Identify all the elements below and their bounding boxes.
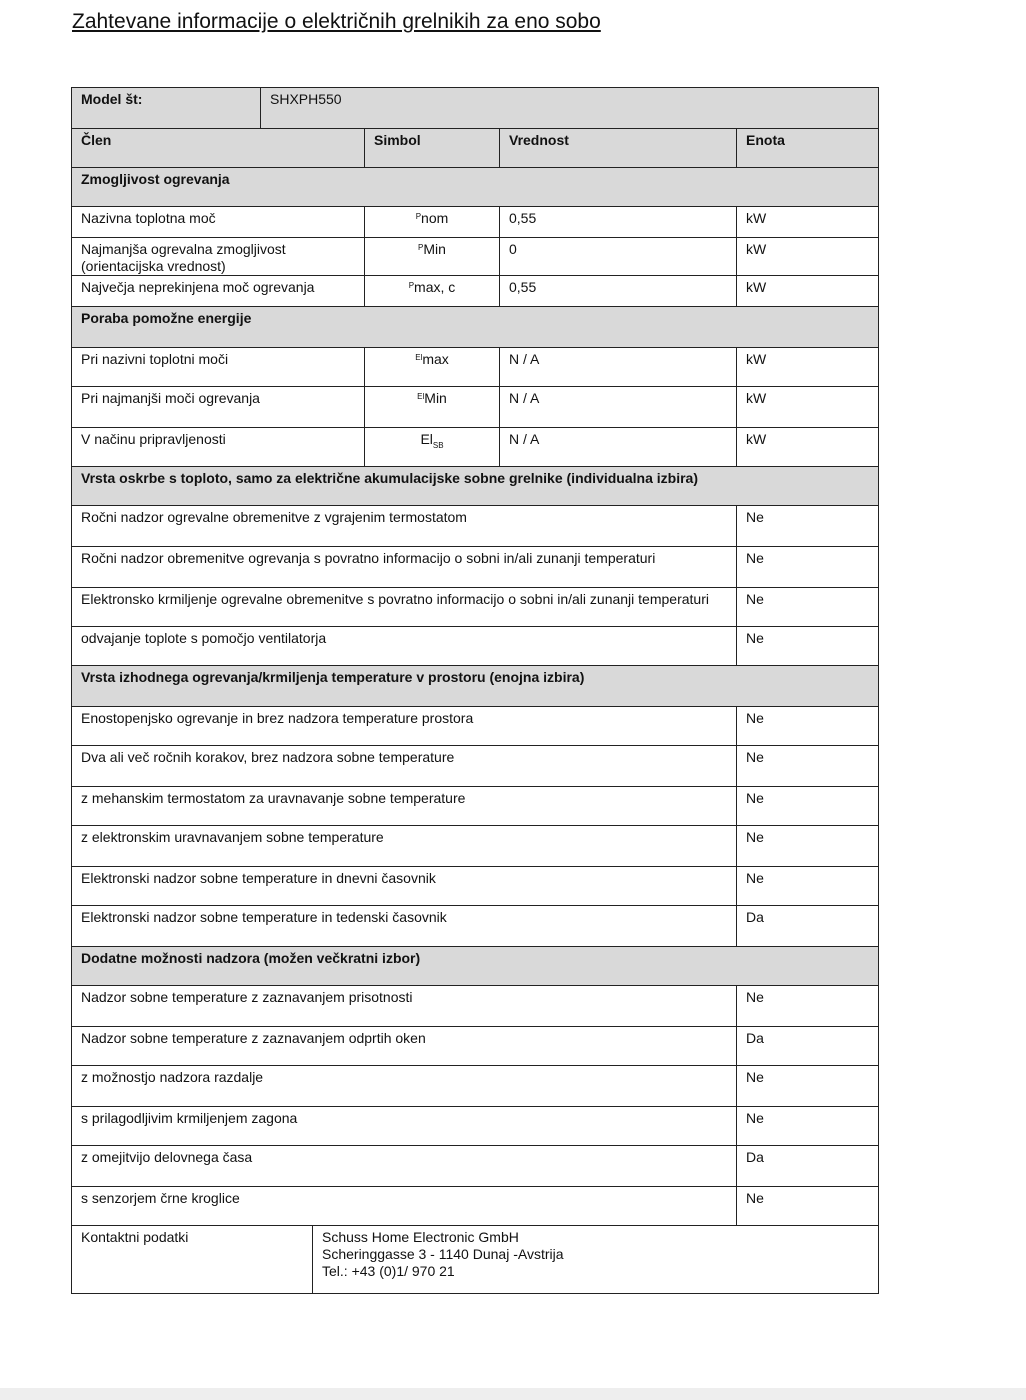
table-row xyxy=(72,986,879,1027)
page-title: Zahtevane informacije o električnih grelnikih za eno sobo xyxy=(72,10,601,33)
row-label: Ročni nadzor obremenitve ogrevanja s povratno informacijo o sobni in/ali zunanji temperaturi xyxy=(72,547,737,588)
row-value: Ne xyxy=(737,1066,879,1107)
row-value: Ne xyxy=(737,547,879,588)
row-label: Elektronski nadzor sobne temperature in tedenski časovnik xyxy=(72,906,737,947)
table-row xyxy=(72,238,879,276)
row-value: Da xyxy=(737,1027,879,1066)
row-label: s prilagodljivim krmiljenjem zagona xyxy=(72,1107,737,1146)
model-row xyxy=(72,88,879,129)
row-value: Da xyxy=(737,1146,879,1187)
row-label: z možnostjo nadzora razdalje xyxy=(72,1066,737,1107)
table-row xyxy=(72,1066,879,1107)
section-title: Vrsta oskrbe s toploto, samo za električne akumulacijske sobne grelnike (individualna izbira) xyxy=(72,467,879,506)
row-unit: kW xyxy=(737,207,879,238)
table-row xyxy=(72,1187,879,1226)
row-value: N / A xyxy=(500,348,737,387)
section-output-type xyxy=(72,666,879,707)
model-value: SHXPH550 xyxy=(261,88,879,129)
section-title: Poraba pomožne energije xyxy=(72,307,879,348)
row-value: Ne xyxy=(737,826,879,867)
row-value: 0,55 xyxy=(500,207,737,238)
row-label: Enostopenjsko ogrevanje in brez nadzora temperature prostora xyxy=(72,707,737,746)
contact-company: Schuss Home Electronic GmbH xyxy=(322,1229,519,1245)
row-label: Elektronsko krmiljenje ogrevalne obremenitve s povratno informacijo o sobni in/ali zunanji temperaturi xyxy=(72,588,737,627)
row-value: Ne xyxy=(737,1187,879,1226)
row-unit: kW xyxy=(737,238,879,276)
table-row xyxy=(72,746,879,787)
row-symbol: $^{El}$max xyxy=(365,348,500,387)
row-value: 0 xyxy=(500,238,737,276)
row-symbol: $El_{SB}$ xyxy=(365,428,500,467)
row-value: Ne xyxy=(737,506,879,547)
table-row xyxy=(72,627,879,666)
row-value: Ne xyxy=(737,986,879,1027)
contact-row xyxy=(72,1226,879,1294)
header-clen: Člen xyxy=(72,129,365,168)
contact-label: Kontaktni podatki xyxy=(72,1226,313,1294)
table-row xyxy=(72,428,879,467)
model-label: Model št: xyxy=(72,88,261,129)
row-label: z elektronskim uravnavanjem sobne temperature xyxy=(72,826,737,867)
row-label: s senzorjem črne kroglice xyxy=(72,1187,737,1226)
row-value: Ne xyxy=(737,707,879,746)
row-label: Največja neprekinjena moč ogrevanja xyxy=(72,276,365,307)
row-value: Ne xyxy=(737,867,879,906)
row-unit: kW xyxy=(737,428,879,467)
row-label: Najmanjša ogrevalna zmogljivost (orientacijska vrednost) xyxy=(72,238,365,276)
row-label: z omejitvijo delovnega časa xyxy=(72,1146,737,1187)
table-row xyxy=(72,207,879,238)
table-row xyxy=(72,826,879,867)
row-symbol: $^{El}$Min xyxy=(365,387,500,428)
table-row xyxy=(72,506,879,547)
row-value: N / A xyxy=(500,387,737,428)
header-simbol: Simbol xyxy=(365,129,500,168)
section-additional xyxy=(72,947,879,986)
row-value: Ne xyxy=(737,1107,879,1146)
table-row xyxy=(72,906,879,947)
row-symbol: $^P$max, c xyxy=(365,276,500,307)
table-row xyxy=(72,348,879,387)
row-unit: kW xyxy=(737,348,879,387)
table-row xyxy=(72,547,879,588)
contact-phone: Tel.: +43 (0)1/ 970 21 xyxy=(322,1263,455,1279)
header-vrednost: Vrednost xyxy=(500,129,737,168)
row-unit: kW xyxy=(737,276,879,307)
row-value: Ne xyxy=(737,588,879,627)
table-row xyxy=(72,787,879,826)
row-symbol: $^P$Min xyxy=(365,238,500,276)
row-label: odvajanje toplote s pomočjo ventilatorja xyxy=(72,627,737,666)
row-value: 0,55 xyxy=(500,276,737,307)
row-label: Elektronski nadzor sobne temperature in dnevni časovnik xyxy=(72,867,737,906)
row-value: Da xyxy=(737,906,879,947)
row-label: Ročni nadzor ogrevalne obremenitve z vgrajenim termostatom xyxy=(72,506,737,547)
row-symbol: $^P$nom xyxy=(365,207,500,238)
header-enota: Enota xyxy=(737,129,879,168)
table-row xyxy=(72,867,879,906)
section-aux-power xyxy=(72,307,879,348)
table-row xyxy=(72,1107,879,1146)
table-row xyxy=(72,588,879,627)
row-label: Nazivna toplotna moč xyxy=(72,207,365,238)
row-unit: kW xyxy=(737,387,879,428)
section-heat-output xyxy=(72,168,879,207)
row-label: z mehanskim termostatom za uravnavanje sobne temperature xyxy=(72,787,737,826)
contact-address: Scheringgasse 3 - 1140 Dunaj -Avstrija xyxy=(322,1246,564,1262)
section-title: Zmogljivost ogrevanja xyxy=(72,168,879,207)
header-row xyxy=(72,129,879,168)
row-label: Dva ali več ročnih korakov, brez nadzora sobne temperature xyxy=(72,746,737,787)
table-row xyxy=(72,707,879,746)
row-label: Pri nazivni toplotni moči xyxy=(72,348,365,387)
row-value: Ne xyxy=(737,787,879,826)
section-title: Dodatne možnosti nadzora (možen večkratni izbor) xyxy=(72,947,879,986)
section-title: Vrsta izhodnega ogrevanja/krmiljenja temperature v prostoru (enojna izbira) xyxy=(72,666,879,707)
table-row xyxy=(72,1146,879,1187)
table-row xyxy=(72,276,879,307)
row-label: V načinu pripravljenosti xyxy=(72,428,365,467)
row-value: N / A xyxy=(500,428,737,467)
table-row xyxy=(72,1027,879,1066)
row-value: Ne xyxy=(737,627,879,666)
row-label: Pri najmanjši moči ogrevanja xyxy=(72,387,365,428)
row-label: Nadzor sobne temperature z zaznavanjem odprtih oken xyxy=(72,1027,737,1066)
section-heat-supply xyxy=(72,467,879,506)
bottom-band xyxy=(0,1388,1026,1400)
info-table xyxy=(71,87,879,1294)
row-value: Ne xyxy=(737,746,879,787)
contact-details xyxy=(313,1226,879,1294)
row-label: Nadzor sobne temperature z zaznavanjem prisotnosti xyxy=(72,986,737,1027)
table-row xyxy=(72,387,879,428)
